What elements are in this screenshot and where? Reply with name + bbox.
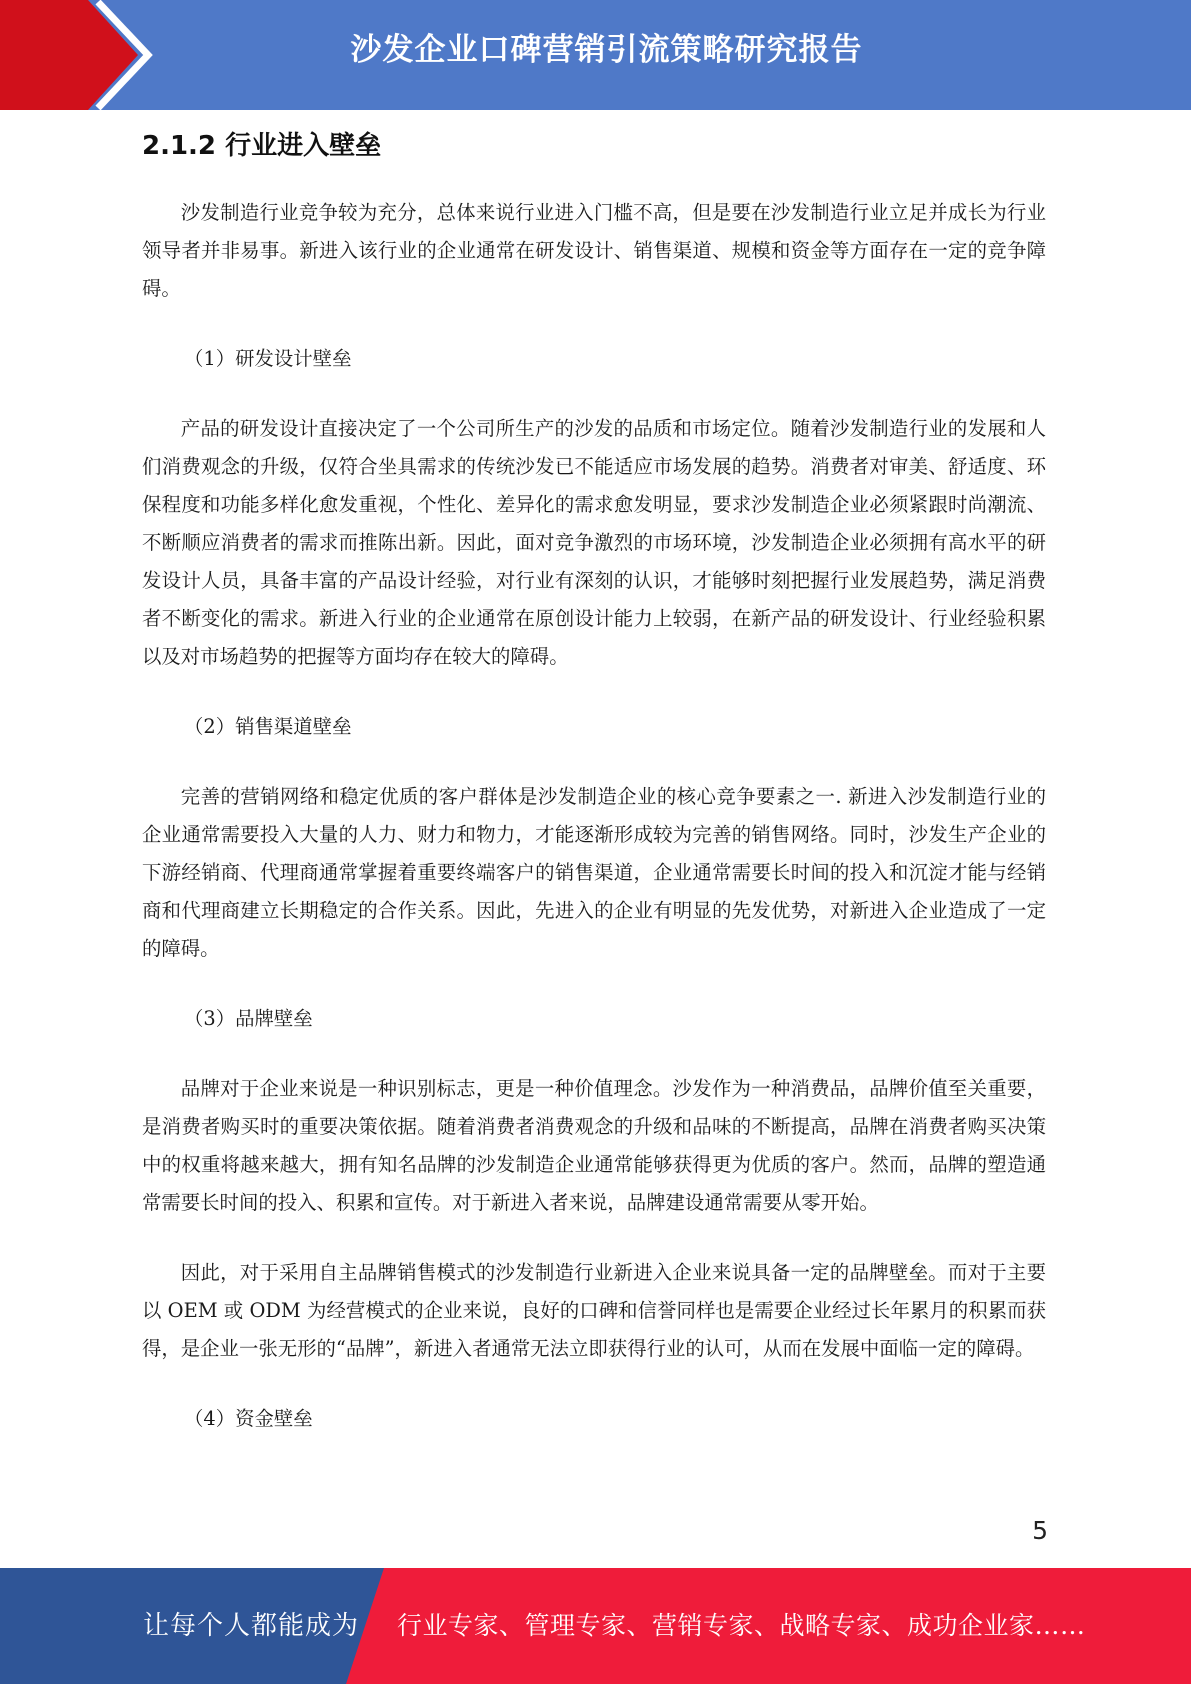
barrier-paragraph-rd: 产品的研发设计直接决定了一个公司所生产的沙发的品质和市场定位。随着沙发制造行业的发展和人们消费观念的升级，仅符合坐具需求的传统沙发已不能适应市场发展的趋势。消费者对审美、舒适度、环保程度和功能多样化愈发重视，个性化、差异化的需求愈发明显，要求沙发制造企业必须紧跟时尚潮流、不断顺应消费者的需求而推陈出新。因此，面对竞争激烈的市场环境，沙发制造企业必须拥有高水平的研发设计人员，具备丰富的产品设计经验，对行业有深刻的认识，才能够时刻把握行业发展趋势，满足消费者不断变化的需求。新进入行业的企业通常在原创设计能力上较弱，在新产品的研发设计、行业经验积累以及对市场趋势的把握等方面均存在较大的障碍。 <box>142 417 1046 668</box>
footer-slogan-right: 行业专家、管理专家、营销专家、战略专家、成功企业家…… <box>397 1611 1086 1640</box>
page-header <box>0 0 1191 110</box>
section-title: 2.1.2 行业进入壁垒 <box>142 131 382 161</box>
barrier-paragraph-sales-channel: 完善的营销网络和稳定优质的客户群体是沙发制造企业的核心竞争要素之一. 新进入沙发制造行业的企业通常需要投入大量的人力、财力和物力，才能逐渐形成较为完善的销售网络。同时，沙发生产企业的下游经销商、代理商通常掌握着重要终端客户的销售渠道，企业通常需要长时间的投入和沉淀才能与经销商和代理商建立长期稳定的合作关系。因此，先进入的企业有明显的先发优势，对新进入企业造成了一定的障碍。 <box>142 785 1046 960</box>
barrier-heading-capital: （4）资金壁垒 <box>184 1407 313 1430</box>
footer-slogan-left: 让每个人都能成为 <box>143 1611 360 1641</box>
page-footer <box>0 1568 1191 1684</box>
page-number: 5 <box>1032 1516 1048 1545</box>
barrier-heading-sales-channel: （2）销售渠道壁垒 <box>184 715 352 738</box>
report-title: 沙发企业口碑营销引流策略研究报告 <box>350 32 863 68</box>
barrier-paragraph-brand-1: 品牌对于企业来说是一种识别标志，更是一种价值理念。沙发作为一种消费品，品牌价值至关重要，是消费者购买时的重要决策依据。随着消费者消费观念的升级和品味的不断提高，品牌在消费者购买决策中的权重将越来越大，拥有知名品牌的沙发制造企业通常能够获得更为优质的客户。然而，品牌的塑造通常需要长时间的投入、积累和宣传。对于新进入者来说，品牌建设通常需要从零开始。 <box>142 1077 1046 1214</box>
barrier-heading-brand: （3）品牌壁垒 <box>184 1007 313 1030</box>
barrier-heading-rd: （1）研发设计壁垒 <box>184 347 352 370</box>
document-body <box>142 126 1046 1470</box>
section-intro: 沙发制造行业竞争较为充分，总体来说行业进入门槛不高，但是要在沙发制造行业立足并成长为行业领导者并非易事。新进入该行业的企业通常在研发设计、销售渠道、规模和资金等方面存在一定的竞争障碍。 <box>142 201 1046 300</box>
barrier-paragraph-brand-2: 因此，对于采用自主品牌销售模式的沙发制造行业新进入企业来说具备一定的品牌壁垒。而对于主要以 OEM 或 ODM 为经营模式的企业来说，良好的口碑和信誉同样也是需要企业经过长年累月的积累而获得，是企业一张无形的“品牌”，新进入者通常无法立即获得行业的认可，从而在发展中面临一定的障碍。 <box>142 1261 1046 1360</box>
